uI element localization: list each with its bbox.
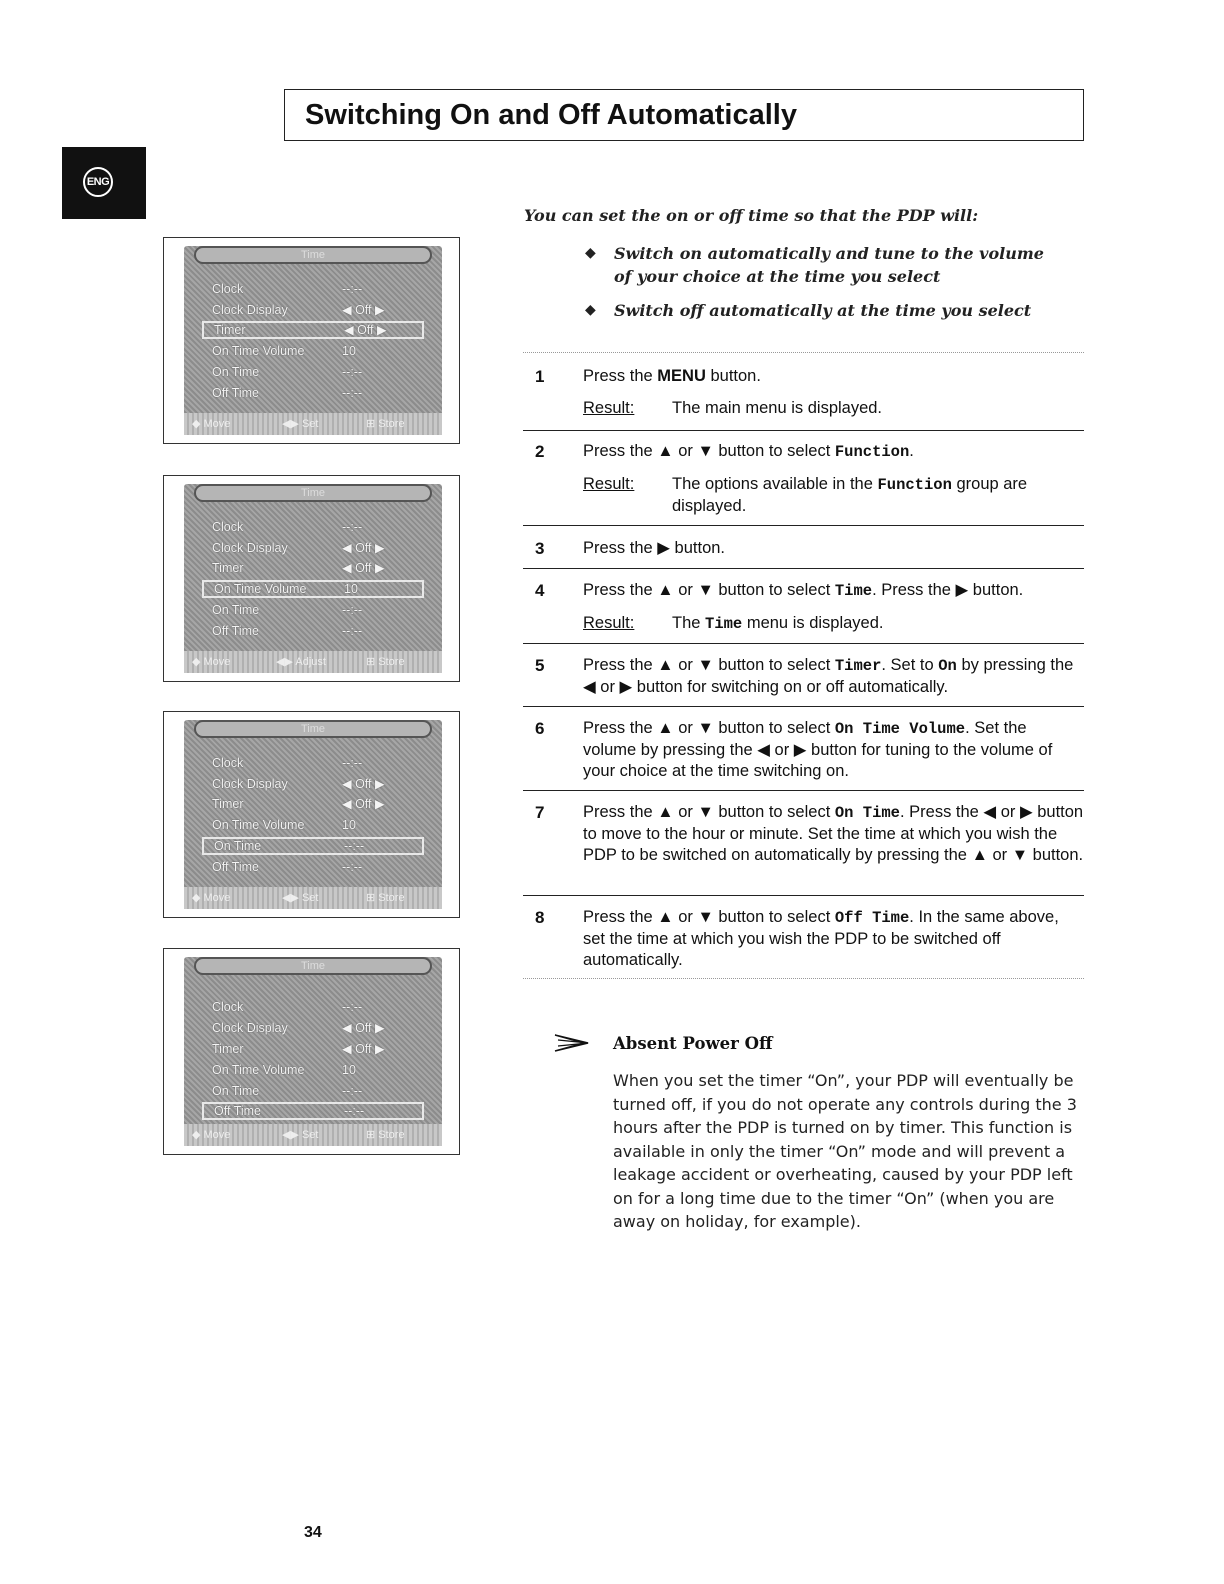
osd-screenshot-1 [163,237,460,444]
osd-footer [184,887,442,909]
osd-footer-set: ◀▶ Set [282,1129,319,1141]
language-badge: ENG [83,167,113,197]
divider [523,525,1084,526]
step-number: 3 [535,539,545,558]
osd-footer-store: ⊞ Store [366,892,405,904]
step-text: Press the ▲ or ▼ button to select Function. [583,442,914,461]
diamond-bullet-icon: ◆ [585,302,596,318]
result-text: The Time menu is displayed. [672,614,884,633]
osd-value: 10 [342,344,356,358]
osd-menu [184,957,442,1146]
osd-label: Off Time [212,860,260,874]
osd-footer-store: ⊞ Store [366,418,405,430]
step-text: Press the ▶ button. [583,539,726,557]
step-number: 4 [535,581,545,600]
osd-row-off-time [202,384,424,402]
osd-menu [184,720,442,909]
step-number: 7 [535,803,545,822]
osd-value: --:-- [344,839,365,853]
note-body: When you set the timer “On”, your PDP will eventually be turned off, if you do not operate any controls during the 3 hours after the PDP is turned on by timer. This function is available in only the timer “On” mode and will prevent a leakage accident or overheating, caused by your PDP left on for a long time due to the timer “On” (when you are away on holiday, for example). [613,1071,1077,1231]
osd-value: --:-- [344,1104,365,1118]
osd-footer-store: ⊞ Store [366,1129,405,1141]
intro-lead: You can set the on or off time so that the PDP will: [524,206,979,225]
title-box [284,89,1084,141]
osd-header: Time [194,246,432,264]
osd-footer-adjust: ◀▶ Adjust [276,656,326,668]
osd-value: --:-- [342,756,363,770]
step-text: Press the ▲ or ▼ button to select Off Time. In the same above, set the time at which you wish the PDP to be switched off automatically. [583,908,1059,969]
osd-value: ◀ Off ▶ [342,561,385,575]
step-result [583,613,1084,635]
osd-label: Timer [212,561,244,575]
step-text: Press the ▲ or ▼ button to select On Time Volume. Set the volume by pressing the ◀ or ▶ button for tuning to the volume of your choice at the time switching on. [583,719,1053,780]
osd-label: Clock [212,756,244,770]
osd-value: ◀ Off ▶ [344,323,387,337]
osd-footer [184,413,442,435]
divider [523,568,1084,569]
osd-row-on-time [202,1082,424,1100]
osd-value: --:-- [342,624,363,638]
divider [523,895,1084,896]
result-text: The options available in the Function group are displayed. [672,475,1028,515]
osd-label: On Time Volume [212,344,305,358]
osd-label: Timer [212,1042,244,1056]
osd-row-on-time [202,363,424,381]
divider [523,790,1084,791]
osd-label: On Time [212,603,260,617]
osd-label: On Time Volume [214,582,307,596]
osd-header: Time [194,957,432,975]
step-8 [523,907,1084,971]
osd-label: Clock [212,282,244,296]
osd-value: --:-- [342,1084,363,1098]
step-number: 1 [535,367,545,386]
page-title: Switching On and Off Automatically [305,99,797,131]
osd-value: ◀ Off ▶ [342,1042,385,1056]
osd-label: Clock [212,520,244,534]
osd-row-on-time [202,601,424,619]
osd-screenshot-4 [163,948,460,1155]
osd-row-on-time-volume [202,816,424,834]
intro-bullet [585,299,1065,322]
osd-footer-store: ⊞ Store [366,656,405,668]
diamond-bullet-icon: ◆ [585,245,596,261]
step-4 [523,580,1084,635]
step-7 [523,802,1084,866]
osd-label: On Time Volume [212,818,305,832]
osd-value: ◀ Off ▶ [342,797,385,811]
osd-label: On Time [212,1084,260,1098]
step-1 [523,366,1084,419]
intro-bullet-text: Switch off automatically at the time you select [614,301,1032,320]
osd-value: ◀ Off ▶ [342,777,385,791]
osd-label: On Time [214,839,262,853]
osd-row-on-time-volume [202,1061,424,1079]
osd-label: Clock Display [212,541,288,555]
step-number: 6 [535,719,545,738]
osd-screenshot-2 [163,475,460,682]
result-text: The main menu is displayed. [672,399,883,417]
osd-value: --:-- [342,282,363,296]
osd-row-off-time-selected [202,1102,424,1120]
osd-footer-move: ◆ Move [192,1129,231,1141]
divider [523,430,1084,431]
step-text: Press the MENU button. [583,367,761,385]
osd-header: Time [194,720,432,738]
osd-value: ◀ Off ▶ [342,1021,385,1035]
osd-row-on-time-selected [202,837,424,855]
note-arrow-icon [554,1032,590,1054]
language-tab [62,147,146,219]
osd-value: --:-- [342,365,363,379]
osd-footer [184,651,442,673]
osd-label: On Time Volume [212,1063,305,1077]
step-text: Press the ▲ or ▼ button to select Time. Press the ▶ button. [583,581,1024,600]
divider [523,643,1084,644]
osd-footer-move: ◆ Move [192,656,231,668]
osd-value: --:-- [342,860,363,874]
osd-row-clock [202,518,424,536]
step-result [583,474,1084,517]
osd-row-off-time [202,622,424,640]
page-number: 34 [304,1524,322,1541]
osd-screenshot-3 [163,711,460,918]
osd-row-clock [202,998,424,1016]
osd-menu [184,484,442,673]
osd-row-clock [202,754,424,772]
result-label: Result: [583,475,635,493]
osd-footer-set: ◀▶ Set [282,418,319,430]
osd-row-on-time-volume [202,342,424,360]
osd-footer-move: ◆ Move [192,418,231,430]
step-result [583,398,1084,419]
step-number: 5 [535,656,545,675]
step-text: Press the ▲ or ▼ button to select Timer. Set to On by pressing the ◀ or ▶ button for switching on or off automatically. [583,656,1074,696]
osd-value: ◀ Off ▶ [342,303,385,317]
osd-value: --:-- [342,603,363,617]
osd-row-clock-display [202,1019,424,1037]
osd-row-off-time [202,858,424,876]
osd-row-timer-selected [202,321,424,339]
step-3 [523,538,1084,559]
osd-row-timer [202,1040,424,1058]
osd-label: Clock Display [212,303,288,317]
osd-footer-move: ◆ Move [192,892,231,904]
osd-label: Clock Display [212,1021,288,1035]
step-6 [523,718,1084,782]
osd-footer [184,1124,442,1146]
osd-label: Timer [214,323,246,337]
divider [523,978,1084,979]
osd-value: --:-- [342,520,363,534]
osd-row-clock-display [202,301,424,319]
osd-row-clock-display [202,775,424,793]
step-text: Press the ▲ or ▼ button to select On Time. Press the ◀ or ▶ button to move to the hour or minute. Set the time at which you wish the PDP to be switched on automatically by pressing the ▲ or ▼ button. [583,803,1084,864]
intro-bullet [585,242,1065,288]
osd-label: On Time [212,365,260,379]
osd-value: ◀ Off ▶ [342,541,385,555]
osd-footer-set: ◀▶ Set [282,892,319,904]
osd-label: Off Time [214,1104,262,1118]
intro-bullet-text: Switch on automatically and tune to the volume of your choice at the time you select [614,244,1044,286]
step-2 [523,441,1084,517]
osd-value: --:-- [342,1000,363,1014]
osd-value: 10 [342,1063,356,1077]
osd-value: 10 [342,818,356,832]
osd-row-clock [202,280,424,298]
note-title: Absent Power Off [613,1034,773,1053]
osd-value: --:-- [342,386,363,400]
osd-row-clock-display [202,539,424,557]
osd-label: Timer [212,797,244,811]
osd-value: 10 [344,582,358,596]
result-label: Result: [583,614,635,632]
divider [523,706,1084,707]
step-number: 2 [535,442,545,461]
osd-row-timer [202,795,424,813]
osd-label: Clock Display [212,777,288,791]
divider [523,352,1084,353]
osd-menu [184,246,442,435]
osd-header: Time [194,484,432,502]
result-label: Result: [583,399,635,417]
osd-row-on-time-volume-selected [202,580,424,598]
osd-label: Off Time [212,386,260,400]
step-number: 8 [535,908,545,927]
step-5 [523,655,1084,698]
osd-row-timer [202,559,424,577]
osd-label: Off Time [212,624,260,638]
osd-label: Clock [212,1000,244,1014]
